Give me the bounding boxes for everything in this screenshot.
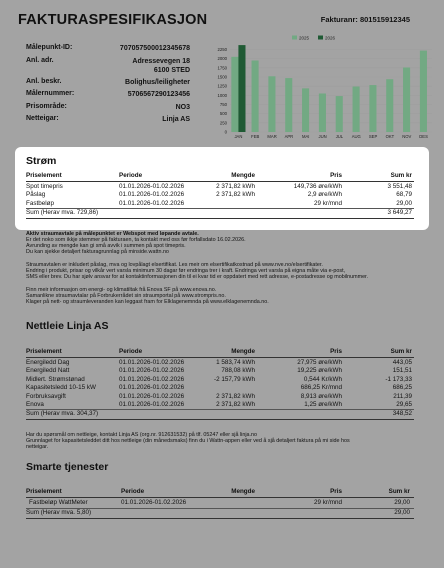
bar-2025: [336, 96, 343, 132]
meta-label: Anl. beskr.: [26, 78, 62, 85]
table-cell: 01.01.2026-01.02.2026: [119, 367, 185, 375]
legend-label: 2025: [299, 35, 310, 41]
nettleie-note-contact: Har du spørsmål om nettleige, kontakt Linja AS (org.nr. 912631532) på tlf. 05247 eller sjå linja.no: [26, 432, 258, 438]
table-cell: 151,51: [392, 367, 412, 375]
table-cell: 1 583,74 kWh: [216, 359, 255, 366]
table-header-cell: Sum kr: [390, 348, 412, 355]
table-cell: -2 157,79 kWh: [214, 375, 255, 383]
table-cell: Påslag: [26, 191, 46, 199]
y-tick-label: 500: [219, 111, 227, 117]
table-cell: 686,25 Kr/mnd: [300, 384, 342, 392]
table-cell: Spot timepris: [26, 183, 63, 190]
table-cell: 01.01.2026-01.02.2026: [119, 183, 185, 190]
meta-value-postal: 6100 STED: [153, 67, 190, 74]
invoice-number: Fakturanr: 801515912345: [320, 15, 410, 24]
table-cell: 29,00: [394, 499, 410, 506]
table-cell: 01.01.2026-01.02.2026: [119, 199, 185, 207]
table-header-cell: Mengde: [231, 172, 255, 179]
table-header-cell: Sum kr: [388, 488, 410, 495]
bar-2025: [369, 85, 376, 132]
table-cell: 2,9 øre/kWh: [307, 191, 342, 199]
table-cell: Kapasitetsledd 10-15 kW: [26, 384, 97, 392]
table-cell: 29,65: [396, 401, 412, 408]
bar-2025: [420, 51, 427, 132]
table-cell: 788,08 kWh: [221, 367, 255, 375]
table-cell: 01.01.2026-01.02.2026: [119, 401, 185, 408]
bar-2025: [285, 78, 292, 132]
meta-value: Bolighus/leiligheter: [125, 79, 190, 86]
table-cell: -1 173,33: [385, 375, 412, 383]
table-cell: 01.01.2026-01.02.2026: [119, 191, 185, 199]
legend-swatch: [292, 36, 297, 40]
strom-note-responsibility: SMS eller brev. Du har sjølv ansvar for at kontaktinformasjonen din til ei kvar tid er oppdatert med rett adresse, e-postadresse og mobilnummer.: [26, 274, 369, 280]
y-tick-label: 0: [224, 129, 227, 135]
table-cell: 2 371,82 kWh: [216, 191, 255, 199]
legend-swatch: [318, 36, 323, 40]
bar-2025: [319, 94, 326, 133]
strom-section-title: Strøm: [26, 155, 57, 167]
table-sum-value: 3 649,27: [387, 209, 412, 217]
table-sum-value: 29,00: [394, 509, 410, 517]
bar-2025: [403, 67, 410, 132]
nettleie-section-title: Nettleie Linja AS: [26, 320, 109, 332]
x-tick-label: OKT: [385, 134, 395, 139]
table-header-cell: Pris: [330, 348, 342, 355]
table-cell: Forbruksavgift: [26, 392, 66, 400]
table-cell: 01.01.2026-01.02.2026: [119, 375, 185, 383]
table-cell: 01.01.2026-01.02.2026: [119, 384, 185, 392]
meta-value: 707057500012345678: [119, 45, 190, 52]
x-tick-label: FEB: [251, 134, 260, 139]
meta-label: Prisområde:: [26, 103, 67, 110]
strom-note-enova: Finn meir informasjon om energi- og klimatiltak frå Enova SF på www.enova.no.: [26, 287, 217, 293]
table-sum-label: Sum (Herav mva. 304,37): [26, 410, 99, 418]
meta-label: Målepunkt-ID:: [26, 44, 73, 51]
table-cell: 29 kr/mnd: [314, 499, 342, 506]
table-cell: 2 371,82 kWh: [216, 183, 255, 190]
strom-note-changes: Endring i produkt, prisar og vilkår vert varsla minimum 30 dagar før endringa trer i kraft. Endringa vert varsla på eigna måte via e-post,: [26, 268, 346, 274]
y-tick-label: 2000: [217, 56, 227, 62]
bar-2025: [386, 79, 393, 132]
table-cell: 1,25 øre/kWh: [304, 401, 342, 408]
legend-label: 2026: [325, 35, 336, 41]
x-tick-label: APR: [284, 134, 294, 139]
y-tick-label: 250: [219, 120, 227, 126]
table-sum-label: Sum (Herav mva. 5,80): [26, 509, 92, 517]
x-tick-label: SEP: [368, 134, 378, 139]
strom-note-minside: Du kan sjekke detaljert fakturagrunnlag på minside.wattn.no: [26, 249, 169, 255]
table-header-cell: Sum kr: [390, 172, 412, 179]
x-tick-label: DES: [419, 134, 428, 139]
table-sum-value: 348,52: [392, 410, 412, 418]
x-tick-label: AUG: [351, 134, 361, 139]
table-cell: 29,00: [396, 199, 412, 207]
table-cell: 149,736 øre/kWh: [293, 183, 342, 190]
table-cell: 686,25: [392, 384, 412, 392]
x-tick-label: MAR: [267, 134, 277, 139]
meta-value: Linja AS: [162, 116, 190, 123]
smarte-section-title: Smarte tjenester: [26, 461, 109, 473]
meta-value: NO3: [175, 104, 190, 111]
page-title: FAKTURASPESIFIKASJON: [18, 12, 208, 28]
meta-value: Adressevegen 18: [132, 58, 190, 65]
table-cell: 01.01.2026-01.02.2026: [119, 392, 185, 400]
strom-note-elsertifikat: Straumavtalen er inkludert påslag, mva og lovpålagt elsertifikat. Les meir om elsertifikatkostnad på www.nve.no/elsertifikater.: [26, 262, 323, 268]
table-cell: 443,05: [392, 359, 412, 366]
consumption-chart: [210, 34, 436, 144]
strom-note-contact: Er det noko som ikkje stemmer på fakturaen, ta kontakt med oss før forfallsdato 16.02.2026.: [26, 237, 246, 243]
bar-2026: [238, 45, 245, 132]
table-header-cell: Priselement: [26, 348, 62, 355]
x-tick-label: NOV: [402, 134, 412, 139]
table-bottom-divider: [26, 518, 414, 519]
table-header-cell: Priselement: [26, 488, 62, 495]
table-cell: 01.01.2026-01.02.2026: [121, 499, 187, 506]
table-cell: 8,913 øre/kWh: [300, 392, 342, 400]
table-cell: Midlert. Strømstønad: [26, 375, 85, 383]
table-cell: 2 371,82 kWh: [216, 401, 255, 408]
bar-2025: [353, 87, 360, 132]
table-cell: 27,975 øre/kWh: [297, 359, 342, 366]
nettleie-note-owner: netteigar.: [26, 444, 49, 450]
table-cell: 19,225 øre/kWh: [297, 367, 342, 375]
bar-2025: [268, 76, 275, 132]
strom-note-rounding: Avrunding av mengde kan gi små avvik i summen på spot timepris.: [26, 243, 186, 249]
x-tick-label: JUN: [318, 134, 327, 139]
table-cell: 3 551,48: [387, 183, 412, 190]
meta-value: 5706567290123456: [127, 91, 190, 98]
table-header-cell: Pris: [330, 488, 342, 495]
y-tick-label: 1500: [217, 74, 227, 80]
table-header-divider: [26, 357, 414, 358]
strom-note-agreement: Aktiv straumavtale på målepunktet er Webspot med løpande avtale.: [26, 231, 199, 237]
y-tick-label: 1250: [217, 83, 227, 89]
table-cell: Fastbeløp WattMeter: [29, 499, 88, 506]
y-tick-label: 1000: [217, 92, 227, 98]
table-cell: Energiledd Natt: [26, 367, 70, 375]
bar-2025: [231, 57, 238, 132]
y-tick-label: 1750: [217, 65, 227, 71]
strom-note-strompris: Samanlikne straumavtalar på Forbrukerrådet sin straumportal på www.strompris.no.: [26, 293, 226, 299]
table-cell: 01.01.2026-01.02.2026: [119, 359, 185, 366]
table-header-cell: Priselement: [26, 172, 62, 179]
x-tick-label: JUL: [335, 134, 344, 139]
table-header-cell: Mengde: [231, 348, 255, 355]
table-cell: Energiledd Dag: [26, 359, 70, 366]
table-cell: Fastbeløp: [26, 199, 54, 207]
nettleie-note-capacity: Grunnlaget for kapasitetsleddet ditt hos nettleige (din månedsmaks) finn du i Wattn-appen eller ved å sjå detaljert faktura på mi side hos: [26, 438, 350, 444]
table-cell: 211,39: [393, 392, 412, 400]
table-cell: 0,544 Kr/kWh: [303, 375, 342, 383]
x-tick-label: JAN: [234, 134, 243, 139]
table-header-cell: Pris: [330, 172, 342, 179]
table-header-divider: [26, 497, 414, 498]
table-sum-label: Sum (Herav mva. 729,86): [26, 209, 99, 217]
table-header-cell: Periode: [121, 488, 145, 495]
table-header-cell: Periode: [119, 172, 143, 179]
table-header-cell: Mengde: [231, 488, 255, 495]
bar-2025: [302, 88, 309, 132]
meta-label: Anl. adr.: [26, 57, 54, 64]
meta-label: Netteigar:: [26, 115, 59, 122]
table-bottom-divider: [26, 419, 414, 420]
table-cell: 2 371,82 kWh: [216, 392, 255, 400]
strom-note-elklagenemnda: Klager på nett- og straumleveranden kan leggast fram for Elklagenemnda på www.elklagenemnda.no.: [26, 299, 269, 305]
table-header-cell: Periode: [119, 348, 143, 355]
meta-label: Målernummer:: [26, 90, 75, 97]
table-cell: 29 kr/mnd: [314, 199, 342, 207]
bar-2025: [252, 61, 259, 133]
table-header-divider: [26, 181, 414, 182]
table-cell: Enova: [26, 401, 44, 408]
x-tick-label: MAI: [302, 134, 310, 139]
table-bottom-divider: [26, 218, 414, 219]
table-cell: 68,79: [396, 191, 412, 199]
y-tick-label: 750: [219, 102, 227, 107]
y-tick-label: 2250: [217, 47, 227, 52]
